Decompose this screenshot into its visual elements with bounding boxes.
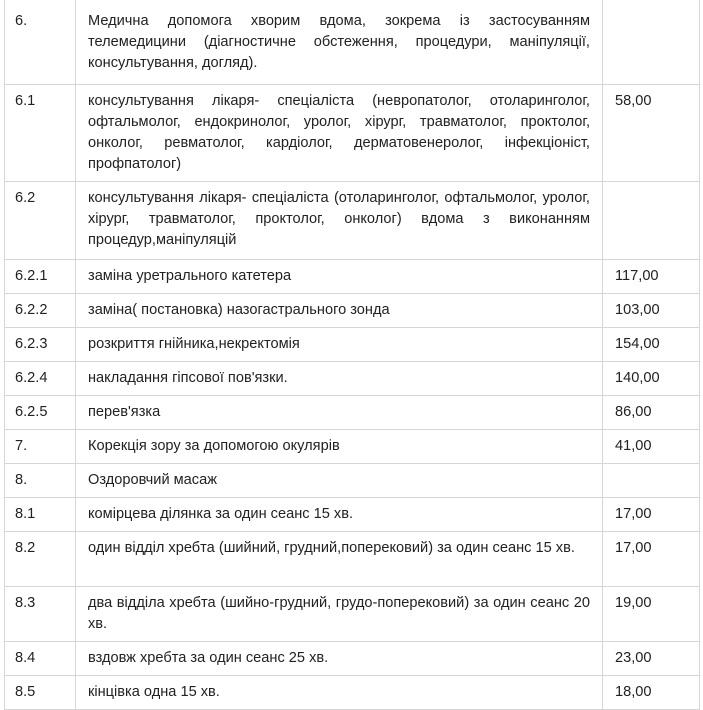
row-price: 17,00	[603, 532, 700, 587]
row-description: кінцівка одна 15 хв.	[76, 676, 603, 710]
table-row	[5, 430, 700, 464]
table-row	[5, 396, 700, 430]
row-description: вздовж хребта за один сеанс 25 хв.	[76, 642, 603, 676]
row-price: 154,00	[603, 328, 700, 362]
row-description: накладання гіпсової пов'язки.	[76, 362, 603, 396]
row-number: 8.3	[5, 587, 76, 642]
row-description: один відділ хребта (шийний, грудний,поперековий) за один сеанс 15 хв.	[76, 532, 603, 587]
row-description: комірцева ділянка за один сеанс 15 хв.	[76, 498, 603, 532]
row-price: 103,00	[603, 294, 700, 328]
row-description: розкриття гнійника,некректомія	[76, 328, 603, 362]
table-row	[5, 464, 700, 498]
row-price	[603, 0, 700, 85]
row-description: Корекція зору за допомогою окулярів	[76, 430, 603, 464]
row-description: перев'язка	[76, 396, 603, 430]
row-description: заміна( постановка) назогастрального зонда	[76, 294, 603, 328]
row-description: два відділа хребта (шийно-грудний, грудо-поперековий) за один сеанс 20 хв.	[76, 587, 603, 642]
row-description: консультування лікаря- спеціаліста (невропатолог, отоларинголог, офтальмолог, ендокринолог, уролог, хірург, травматолог, проктолог, онколог, ревматолог, кардіолог, дерматовенеролог, інфекціоніст, профпатолог)	[76, 85, 603, 182]
table-row	[5, 260, 700, 294]
row-price: 86,00	[603, 396, 700, 430]
row-number: 8.5	[5, 676, 76, 710]
table-row	[5, 182, 700, 260]
row-number: 8.1	[5, 498, 76, 532]
table-row	[5, 328, 700, 362]
table-row	[5, 498, 700, 532]
row-price: 17,00	[603, 498, 700, 532]
row-description: Медична допомога хворим вдома, зокрема із застосуванням телемедицини (діагностичне обстеження, процедури, маніпуляції, консультування, догляд).	[76, 0, 603, 85]
row-description: заміна уретрального катетера	[76, 260, 603, 294]
row-price: 18,00	[603, 676, 700, 710]
row-number: 6.2.5	[5, 396, 76, 430]
table-row	[5, 532, 700, 587]
row-number: 7.	[5, 430, 76, 464]
row-price	[603, 464, 700, 498]
row-number: 6.2	[5, 182, 76, 260]
table-row	[5, 294, 700, 328]
row-price: 140,00	[603, 362, 700, 396]
row-price: 41,00	[603, 430, 700, 464]
row-number: 6.2.2	[5, 294, 76, 328]
row-price: 117,00	[603, 260, 700, 294]
row-number: 6.2.3	[5, 328, 76, 362]
table-row	[5, 587, 700, 642]
row-price: 19,00	[603, 587, 700, 642]
row-price: 23,00	[603, 642, 700, 676]
row-price: 58,00	[603, 85, 700, 182]
row-number: 8.4	[5, 642, 76, 676]
row-number: 6.	[5, 0, 76, 85]
row-description: Оздоровчий масаж	[76, 464, 603, 498]
row-number: 8.	[5, 464, 76, 498]
table-row	[5, 642, 700, 676]
table-row	[5, 676, 700, 710]
row-description: консультування лікаря- спеціаліста (отоларинголог, офтальмолог, уролог, хірург, травматолог, проктолог, онколог) вдома з виконанням процедур,маніпуляцій	[76, 182, 603, 260]
row-price	[603, 182, 700, 260]
table-row	[5, 362, 700, 396]
row-number: 8.2	[5, 532, 76, 587]
row-number: 6.2.4	[5, 362, 76, 396]
price-list-table	[4, 0, 700, 710]
row-number: 6.1	[5, 85, 76, 182]
table-row	[5, 85, 700, 182]
table-row	[5, 0, 700, 85]
row-number: 6.2.1	[5, 260, 76, 294]
